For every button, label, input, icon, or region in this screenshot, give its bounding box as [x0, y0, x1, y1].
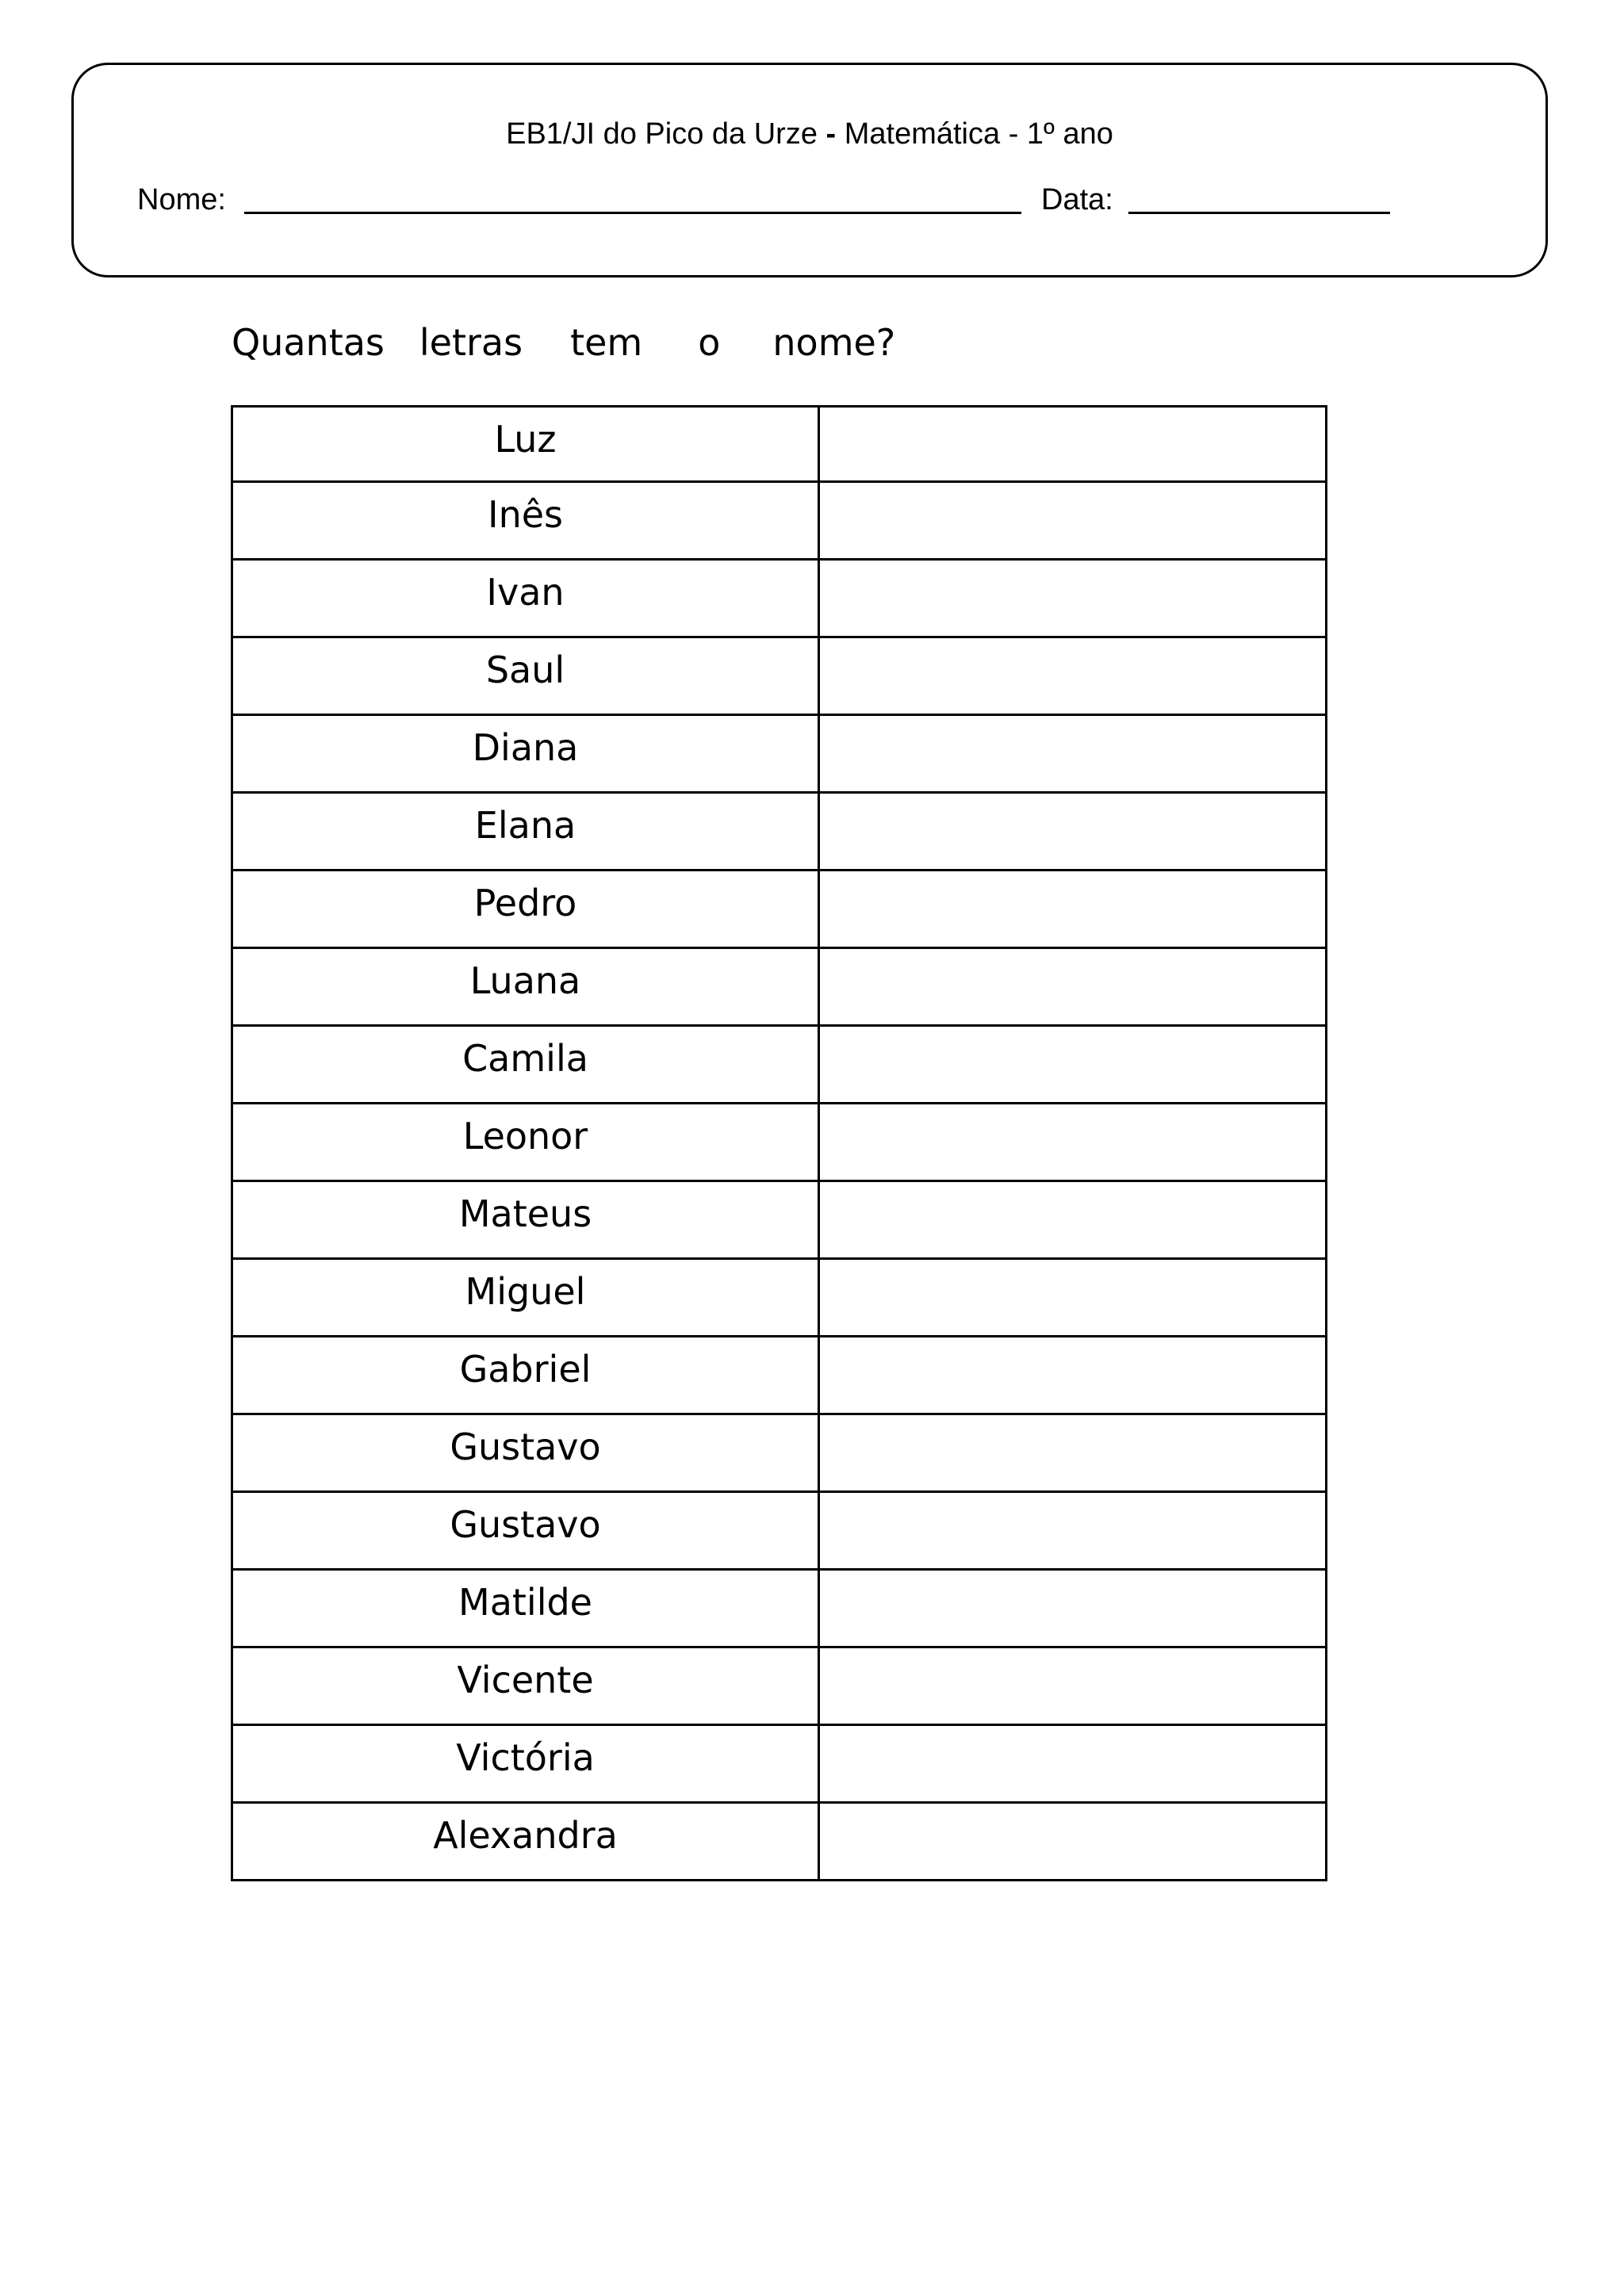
name-label: Nome: — [137, 183, 226, 216]
name-cell: Mateus — [232, 1181, 819, 1259]
name-cell: Pedro — [232, 871, 819, 948]
table-row — [232, 871, 1327, 948]
name-cell: Gabriel — [232, 1337, 819, 1414]
name-cell: Miguel — [232, 1259, 819, 1337]
letter-count-answer-cell[interactable] — [819, 715, 1327, 793]
letter-count-answer-cell[interactable] — [819, 637, 1327, 715]
school-name: EB1/JI do Pico da Urze — [506, 117, 818, 151]
letter-count-answer-cell[interactable] — [819, 1725, 1327, 1803]
letter-count-answer-cell[interactable] — [819, 1570, 1327, 1647]
table-row — [232, 1104, 1327, 1181]
name-cell: Gustavo — [232, 1492, 819, 1570]
name-cell: Gustavo — [232, 1414, 819, 1492]
table-row — [232, 637, 1327, 715]
name-cell: Victória — [232, 1725, 819, 1803]
letter-count-answer-cell[interactable] — [819, 871, 1327, 948]
table-row — [232, 1337, 1327, 1414]
question-prompt — [232, 319, 895, 366]
letter-count-answer-cell[interactable] — [819, 407, 1327, 482]
table-row — [232, 560, 1327, 637]
question-word: nome? — [772, 321, 896, 364]
subject-label: Matemática - 1º ano — [844, 117, 1113, 151]
table-row — [232, 1181, 1327, 1259]
name-cell: Saul — [232, 637, 819, 715]
letter-count-answer-cell[interactable] — [819, 1337, 1327, 1414]
name-cell: Luz — [232, 407, 819, 482]
name-cell: Diana — [232, 715, 819, 793]
letter-count-answer-cell[interactable] — [819, 1803, 1327, 1881]
name-cell: Elana — [232, 793, 819, 871]
table-row — [232, 715, 1327, 793]
table-row — [232, 1026, 1327, 1104]
name-field-line[interactable] — [244, 212, 1021, 214]
name-cell: Vicente — [232, 1647, 819, 1725]
question-word: Quantas — [232, 321, 385, 364]
table-row — [232, 1492, 1327, 1570]
name-cell: Matilde — [232, 1570, 819, 1647]
name-cell: Inês — [232, 482, 819, 560]
letter-count-answer-cell[interactable] — [819, 948, 1327, 1026]
question-word: letras — [419, 321, 523, 364]
table-row — [232, 407, 1327, 482]
table-row — [232, 1570, 1327, 1647]
letter-count-answer-cell[interactable] — [819, 1492, 1327, 1570]
table-row — [232, 1259, 1327, 1337]
letter-count-answer-cell[interactable] — [819, 1259, 1327, 1337]
table-row — [232, 1803, 1327, 1881]
letter-count-answer-cell[interactable] — [819, 1026, 1327, 1104]
name-cell: Leonor — [232, 1104, 819, 1181]
date-label: Data: — [1041, 183, 1113, 216]
letter-count-answer-cell[interactable] — [819, 793, 1327, 871]
name-cell: Camila — [232, 1026, 819, 1104]
table-row — [232, 1647, 1327, 1725]
table-row — [232, 1725, 1327, 1803]
names-table — [231, 405, 1327, 1881]
name-cell: Ivan — [232, 560, 819, 637]
question-word: o — [698, 321, 721, 364]
letter-count-answer-cell[interactable] — [819, 560, 1327, 637]
letter-count-answer-cell[interactable] — [819, 1414, 1327, 1492]
name-cell: Alexandra — [232, 1803, 819, 1881]
name-cell: Luana — [232, 948, 819, 1026]
table-row — [232, 482, 1327, 560]
letter-count-answer-cell[interactable] — [819, 482, 1327, 560]
title-separator: - — [825, 117, 837, 151]
letter-count-answer-cell[interactable] — [819, 1104, 1327, 1181]
table-row — [232, 948, 1327, 1026]
letter-count-answer-cell[interactable] — [819, 1181, 1327, 1259]
table-row — [232, 793, 1327, 871]
question-word: tem — [570, 321, 643, 364]
table-row — [232, 1414, 1327, 1492]
header-title — [74, 117, 1545, 151]
worksheet-header — [71, 63, 1548, 277]
date-field-line[interactable] — [1128, 212, 1390, 214]
letter-count-answer-cell[interactable] — [819, 1647, 1327, 1725]
